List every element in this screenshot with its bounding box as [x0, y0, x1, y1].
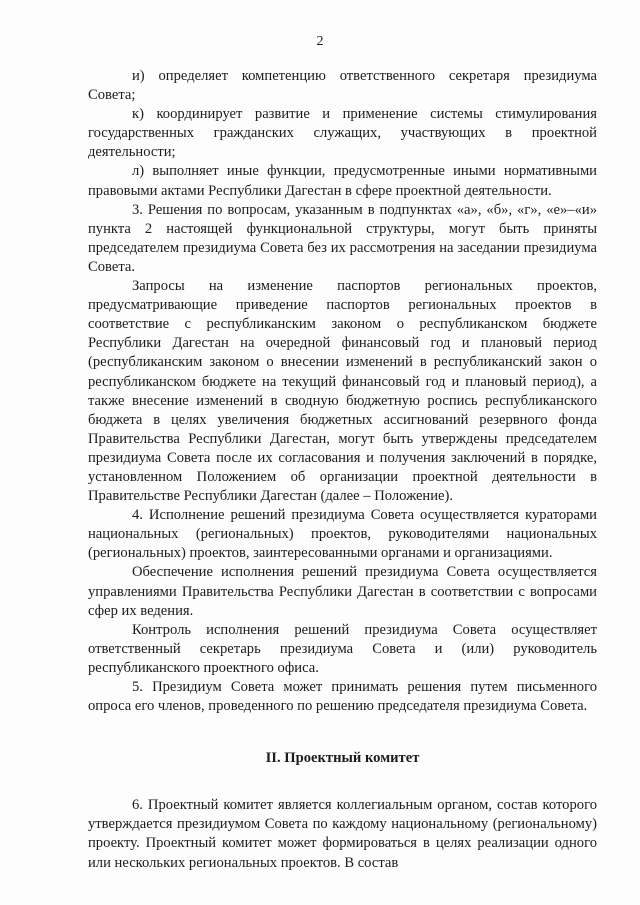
- document-body: [88, 67, 597, 873]
- paragraph-4: 4. Исполнение решений президиума Совета осуществляется кураторами национальных (региональных) проектов, руководителями национальных (региональных) проектов, заинтересованными органами и организациями.: [88, 507, 597, 562]
- page-number: 2: [316, 34, 324, 49]
- paragraph-6: 6. Проектный комитет является коллегиальным органом, состав которого утверждается президиумом Совета по каждому национальному (региональному) проекту. Проектный комитет может формироваться в целях реализации одного или нескольких региональных проектов. В состав: [88, 797, 597, 871]
- paragraph-item-i: и) определяет компетенцию ответственного секретаря президиума Совета;: [88, 68, 597, 104]
- paragraph-execution-support: Обеспечение исполнения решений президиума Совета осуществляется управлениями Правительства Республики Дагестан в соответствии с вопросами сфер их ведения.: [88, 564, 597, 619]
- paragraph-requests: Запросы на изменение паспортов региональных проектов, предусматривающие приведение паспортов региональных проектов в соответствие с республиканским законом о республиканском бюджете Республики Дагестан на очередной финансовый год и плановый период (республиканским законом о внесении изменений в республиканский закон о республиканском бюджете на текущий финансовый год и плановый период), а также внесение изменений в сводную бюджетную роспись республиканского бюджета в целях увеличения бюджетных ассигнований резервного фонда Правительства Республики Дагестан, могут быть утверждены председателем президиума Совета после их согласования и получения заключений в порядке, установленном Положением об организации проектной деятельности в Правительстве Республики Дагестан (далее – Положение).: [88, 278, 597, 505]
- paragraph-item-l: л) выполняет иные функции, предусмотренные иными нормативными правовыми актами Республики Дагестан в сфере проектной деятельности.: [88, 163, 597, 199]
- section-heading: II. Проектный комитет: [265, 750, 420, 767]
- paragraph-3: 3. Решения по вопросам, указанным в подпунктах «а», «б», «г», «е»–«и» пункта 2 настоящей функциональной структуры, могут быть приняты председателем президиума Совета без их рассмотрения на заседании президиума Совета.: [88, 201, 597, 275]
- paragraph-item-k: к) координирует развитие и применение системы стимулирования государственных гражданских служащих, участвующих в проектной деятельности;: [88, 106, 597, 161]
- paragraph-5: 5. Президиум Совета может принимать решения путем письменного опроса его членов, проведенного по решению председателя президиума Совета.: [88, 679, 597, 715]
- paragraph-execution-control: Контроль исполнения решений президиума Совета осуществляет ответственный секретарь президиума Совета и (или) руководитель республиканского проектного офиса.: [88, 621, 597, 676]
